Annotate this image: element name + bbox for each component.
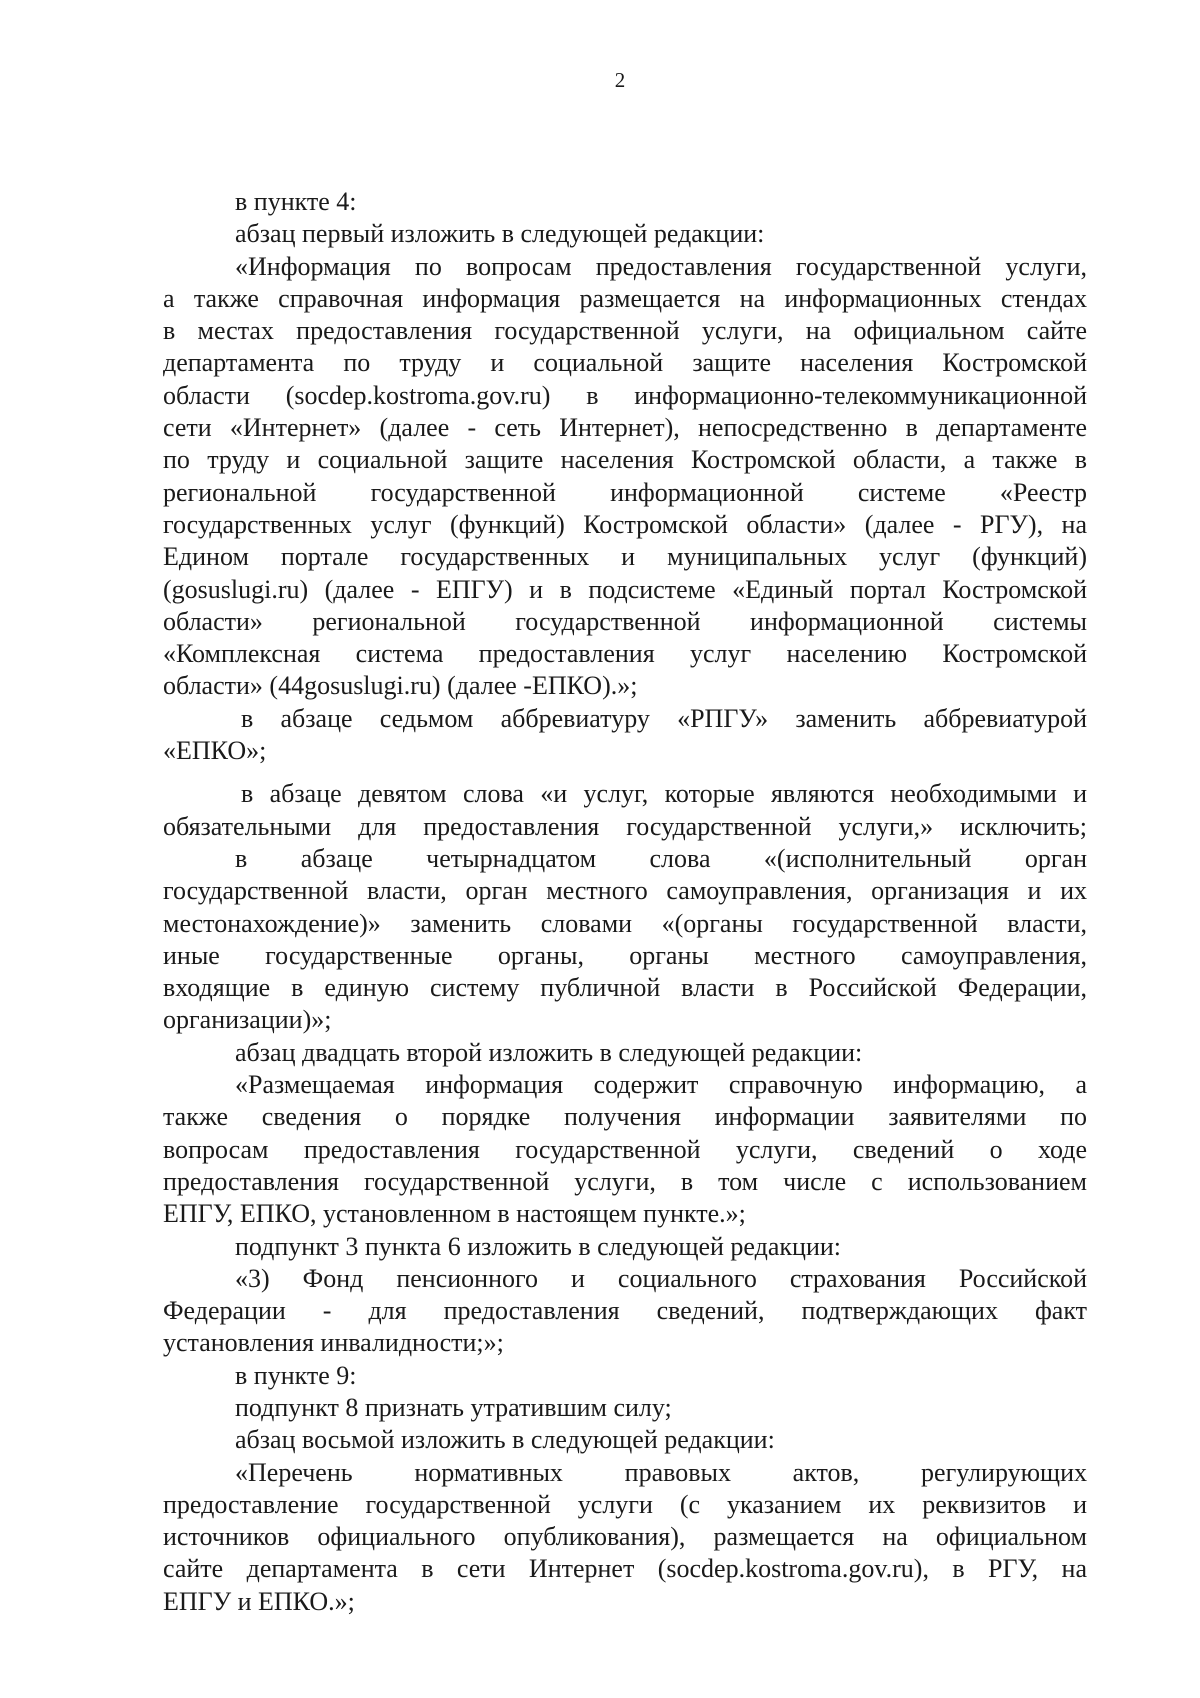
text-line: источников официального опубликования), размещается на официальном [163, 1522, 1087, 1552]
text-line: сети «Интернет» (далее - сеть Интернет), непосредственно в департаменте [163, 413, 1087, 443]
text-line: департамента по труду и социальной защите населения Костромской [163, 348, 1087, 378]
text-line: в местах предоставления государственной услуги, на официальном сайте [163, 316, 1087, 346]
text-line: подпункт 3 пункта 6 изложить в следующей редакции: [235, 1231, 841, 1261]
page-number: 2 [614, 68, 626, 92]
text-line: обязательными для предоставления государственной услуги,» исключить; [163, 811, 1087, 841]
text-line: по труду и социальной защите населения Костромской области, а также в [163, 445, 1087, 475]
text-line: абзац двадцать второй изложить в следующей редакции: [235, 1037, 863, 1067]
document-body [163, 186, 1087, 1618]
text-line: государственной власти, орган местного самоуправления, организация и их [163, 876, 1087, 906]
text-line: (gosuslugi.ru) (далее - ЕПГУ) и в подсистеме «Единый портал Костромской [163, 574, 1087, 604]
text-line: области» региональной государственной информационной системы [163, 606, 1087, 636]
text-line: Федерации - для предоставления сведений, подтверждающих факт [163, 1296, 1087, 1326]
text-line: сайте департамента в сети Интернет (socdep.kostroma.gov.ru), в РГУ, на [163, 1554, 1087, 1584]
text-line: Едином портале государственных и муниципальных услуг (функций) [163, 542, 1087, 572]
text-line: входящие в единую систему публичной власти в Российской Федерации, [163, 973, 1087, 1003]
text-line: иные государственные органы, органы местного самоуправления, [163, 940, 1087, 970]
text-line: «Размещаемая информация содержит справочную информацию, а [235, 1070, 1087, 1100]
text-line: абзац первый изложить в следующей редакции: [235, 219, 765, 249]
text-line: в абзаце четырнадцатом слова «(исполнительный орган [235, 843, 1087, 873]
text-line: «Перечень нормативных правовых актов, регулирующих [235, 1457, 1087, 1487]
text-line: в абзаце девятом слова «и услуг, которые являются необходимыми и [241, 779, 1087, 809]
text-line: ЕПГУ и ЕПКО.»; [163, 1586, 355, 1616]
text-line: в пункте 9: [235, 1360, 357, 1390]
text-line: «Информация по вопросам предоставления государственной услуги, [235, 251, 1087, 281]
text-line: предоставление государственной услуги (с указанием их реквизитов и [163, 1489, 1087, 1519]
text-line: области (socdep.kostroma.gov.ru) в информационно-телекоммуникационной [163, 380, 1087, 410]
text-line: области» (44gosuslugi.ru) (далее -ЕПКО).»; [163, 671, 638, 701]
text-line: в абзаце седьмом аббревиатуру «РПГУ» заменить аббревиатурой [241, 703, 1087, 733]
text-line: «3) Фонд пенсионного и социального страхования Российской [235, 1263, 1087, 1293]
text-line: предоставления государственной услуги, в том числе с использованием [163, 1166, 1087, 1196]
text-line: а также справочная информация размещается на информационных стендах [163, 283, 1087, 313]
text-line: установления инвалидности;»; [163, 1328, 504, 1358]
text-line: в пункте 4: [235, 187, 357, 216]
text-line: абзац восьмой изложить в следующей редакции: [235, 1425, 775, 1455]
text-line: ЕПГУ, ЕПКО, установленном в настоящем пункте.»; [163, 1199, 746, 1229]
text-line: региональной государственной информационной системе «Реестр [163, 477, 1087, 507]
text-line: также сведения о порядке получения информации заявителями по [163, 1102, 1087, 1132]
text-line: местонахождение)» заменить словами «(органы государственной власти, [163, 908, 1087, 938]
text-line: «ЕПКО»; [163, 736, 267, 766]
text-line: «Комплексная система предоставления услуг населению Костромской [163, 639, 1087, 669]
text-line: вопросам предоставления государственной услуги, сведений о ходе [163, 1134, 1087, 1164]
text-line: государственных услуг (функций) Костромской области» (далее - РГУ), на [163, 509, 1087, 539]
text-line: подпункт 8 признать утратившим силу; [235, 1392, 672, 1422]
text-line: организации)»; [163, 1005, 332, 1035]
